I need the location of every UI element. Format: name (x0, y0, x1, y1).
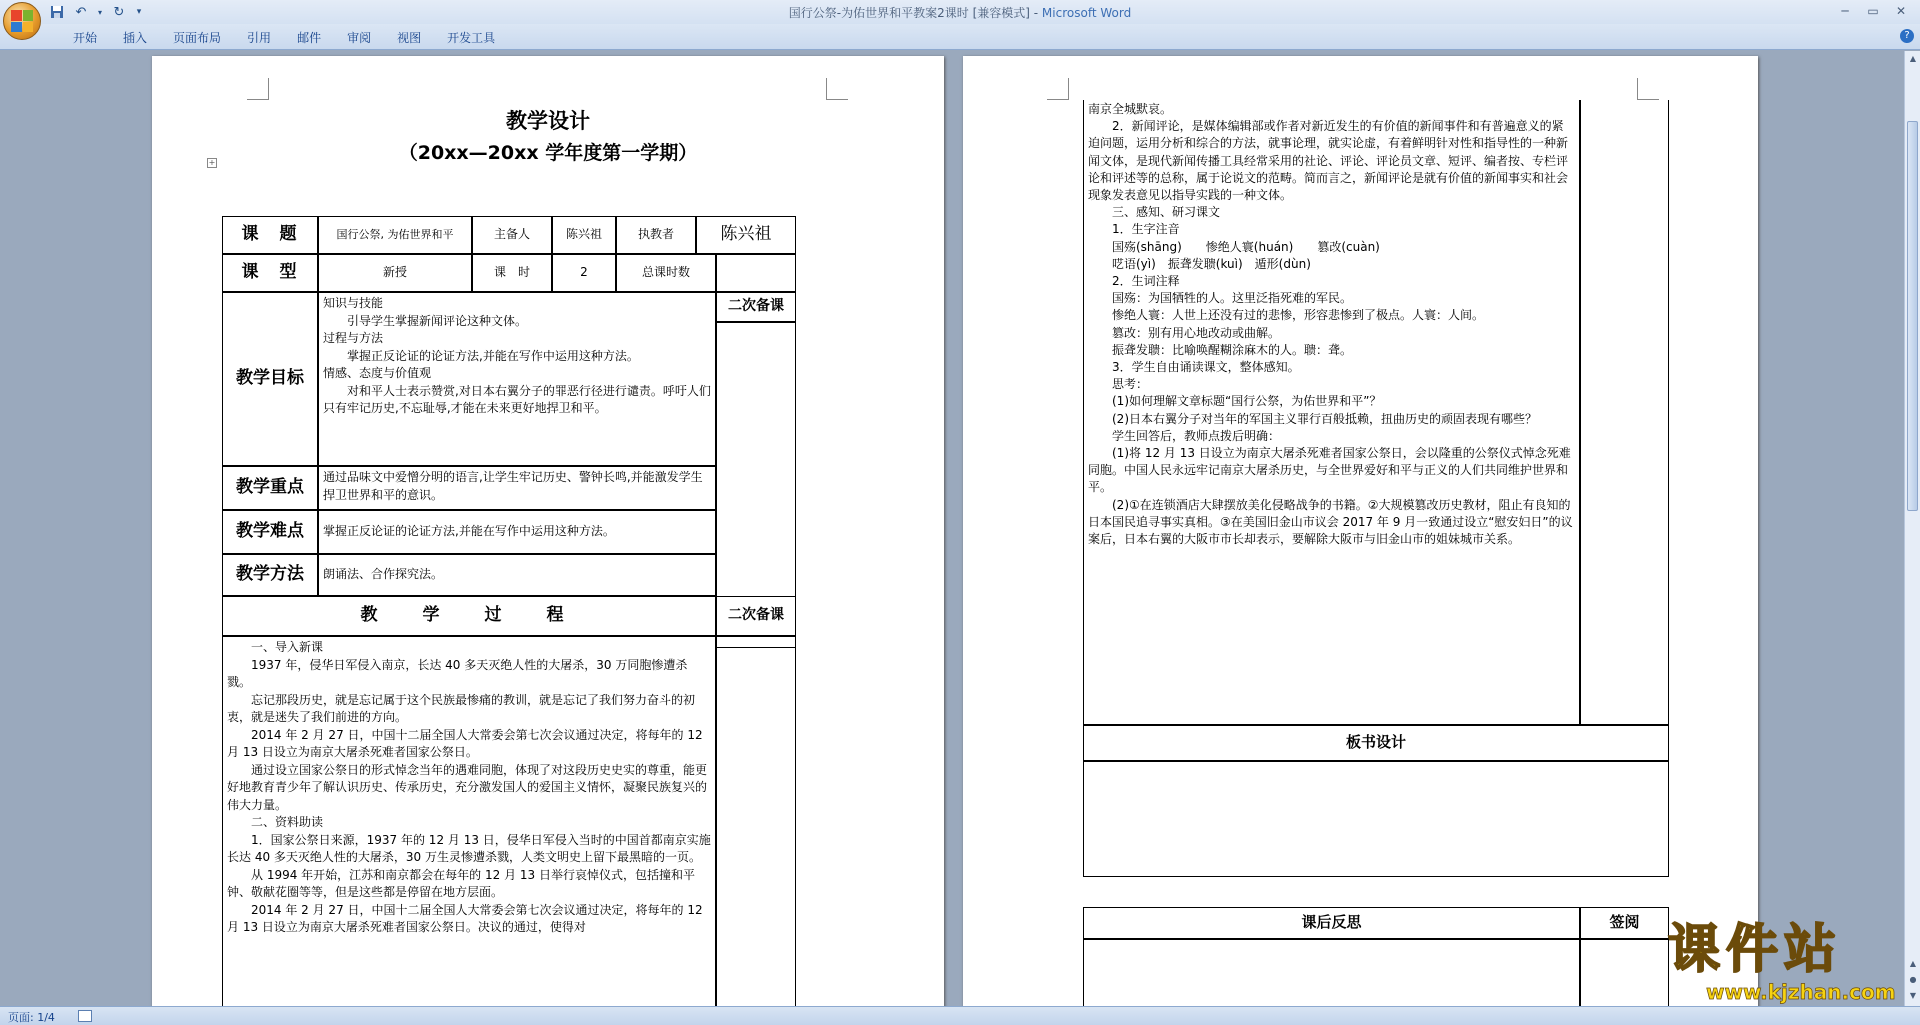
difficulty-content: 掌握正反论证的论证方法,并能在写作中运用这种方法。 (318, 510, 716, 554)
title-bar (0, 0, 1920, 24)
process-paragraph: 思考： (1112, 377, 1149, 392)
status-bar (0, 1006, 1920, 1025)
tab-insert[interactable]: 插入 (123, 31, 148, 45)
window-controls (1832, 2, 1914, 20)
process-paragraph: (2)①在连锁酒店大肆摆放美化侵略战争的书籍。②大规模篡改历史教材，阻止有良知的日本国民追寻事实真相。③在美国旧金山市议会 2017 年 9 月一致通过设立“慰安妇日”的议案后，日本右翼的大阪市市长却表示，要解除大阪市与旧金山市的姐妹城市关系。 (1088, 497, 1573, 547)
goal-line: 引导学生掌握新闻评论这种文体。 (347, 313, 528, 328)
scrollbar-thumb[interactable] (1907, 121, 1918, 511)
crop-mark (247, 78, 269, 100)
vertical-scrollbar[interactable] (1904, 51, 1920, 1006)
title-separator: - (1029, 6, 1042, 20)
teaching-process-title: 教 学 过 程 (222, 596, 716, 636)
tab-page-layout[interactable]: 页面布局 (173, 31, 222, 45)
course-topic-label: 课 题 (222, 216, 318, 254)
process-paragraph: 2014 年 2 月 27 日，中国十二届全国人大常委会第七次会议通过决定，将每年的 12 月 13 日设立为南京大屠杀死难者国家公祭日。决议的通过，使得对 (227, 902, 703, 934)
process-paragraph: 3．学生自由诵读课文，整体感知。 (1112, 360, 1300, 375)
sign-off-title: 签阅 (1580, 907, 1669, 939)
process-paragraph: (1)将 12 月 13 日设立为南京大屠杀死难者国家公祭日，会以隆重的公祭仪式悼念死难同胞。中国人民永远牢记南京大屠杀历史，与全世界爱好和平与正义的人们共同维护世界和平。 (1088, 446, 1571, 495)
site-watermark (1668, 920, 1908, 1006)
undo-icon[interactable]: ↶ (75, 4, 87, 20)
office-button[interactable] (3, 2, 41, 40)
page-title: 教学设计 (506, 109, 590, 134)
watermark-url: www.kjzhan.com (1706, 980, 1896, 1004)
board-design-title: 板书设计 (1083, 725, 1669, 761)
proofing-icon[interactable] (78, 1010, 92, 1022)
process-paragraph: 1．国家公祭日来源，1937 年的 12 月 13 日，侵华日军侵入当时的中国首都南京实施长达 40 多天灭绝人性的大屠杀，30 万生灵惨遭杀戮，人类文明史上留下最黑暗的一页。 (227, 832, 711, 864)
reflection-title: 课后反思 (1083, 907, 1580, 939)
process-paragraph: 学生回答后，教师点拨后明确： (1112, 428, 1281, 443)
help-icon[interactable]: ? (1900, 29, 1914, 43)
page-2[interactable] (963, 56, 1758, 1006)
process-paragraph: 1．生字注音 (1112, 222, 1180, 237)
process-paragraph: 国殇：为国牺牲的人。这里泛指死难的军民。 (1112, 291, 1353, 306)
crop-mark (826, 78, 848, 100)
key-points-content: 通过品味文中爱憎分明的语言,让学生牢记历史、警钟长鸣,并能激发学生捍卫世界和平的意识。 (318, 466, 716, 510)
second-prep-column-3[interactable] (1580, 100, 1669, 725)
process-paragraph: 一、导入新课 (251, 640, 324, 654)
maximize-icon[interactable]: ▭ (1867, 4, 1879, 18)
teaching-goals-content (318, 292, 716, 466)
close-icon[interactable]: ✕ (1895, 4, 1907, 18)
page-subtitle: （20xx—20xx 学年度第一学期） (398, 142, 698, 165)
difficulty-label: 教学难点 (222, 510, 318, 554)
process-paragraph: 南京全城默哀。 (1088, 102, 1173, 116)
total-periods-label: 总课时数 (616, 254, 716, 292)
scroll-up-icon[interactable]: ▲ (1909, 54, 1917, 63)
teacher-value: 陈兴祖 (696, 216, 796, 254)
customize-toolbar-icon[interactable]: ▾ (136, 7, 142, 17)
document-area[interactable] (0, 51, 1904, 1006)
periods-label: 课 时 (472, 254, 552, 292)
second-prep-header-2: 二次备课 (716, 596, 796, 636)
minimize-icon[interactable]: ─ (1841, 4, 1849, 18)
teacher-label: 执教者 (616, 216, 696, 254)
browse-object-icon[interactable]: ● (1909, 975, 1917, 984)
second-prep-column-2[interactable] (716, 636, 796, 1006)
method-label: 教学方法 (222, 554, 318, 596)
goal-line: 知识与技能 (323, 296, 384, 310)
teaching-process-content (222, 636, 716, 1006)
watermark-title: 课件站 (1668, 920, 1843, 980)
preparer-value: 陈兴祖 (552, 216, 616, 254)
page-1[interactable] (152, 56, 944, 1006)
continued-process-content (1083, 100, 1580, 725)
process-paragraph: 振聋发聩：比喻唤醒糊涂麻木的人。聩：聋。 (1112, 342, 1353, 357)
crop-mark (1637, 78, 1659, 100)
undo-dropdown-icon[interactable]: ▾ (97, 7, 102, 17)
total-periods-value (716, 254, 796, 292)
goal-line: 过程与方法 (323, 331, 384, 345)
key-points-label: 教学重点 (222, 466, 318, 510)
document-title: 国行公祭-为佑世界和平教案2课时 [兼容模式] (788, 6, 1030, 20)
process-paragraph: 惨绝人寰：人世上还没有过的悲惨，形容悲惨到了极点。人寰：人间。 (1112, 308, 1485, 323)
process-paragraph: 2．新闻评论，是媒体编辑部或作者对新近发生的有价值的新闻事件和有普遍意义的紧迫问题，运用分析和综合的方法，就事论理，就实论虚，有着鲜明针对性和指导性的一种新闻文体，是现代新闻传播工具经常采用的社论、评论、评论员文章、短评、编者按、专栏评论和评述等的总称，属于论说文的范畴。简而言之，新闻评论是就有价值的新闻事实和社会现象发表意见以指导实践的一种文体。 (1088, 119, 1569, 203)
teaching-goals-label: 教学目标 (222, 292, 318, 466)
crop-mark (1047, 78, 1069, 100)
periods-value: 2 (552, 254, 616, 292)
process-paragraph: 从 1994 年开始，江苏和南京都会在每年的 12 月 13 日举行哀悼仪式，包括撞和平钟、敬献花圈等等，但是这些都是停留在地方层面。 (227, 867, 695, 899)
redo-icon[interactable]: ↻ (113, 4, 125, 20)
tab-home[interactable]: 开始 (73, 31, 98, 45)
process-paragraph: 1937 年，侵华日军侵入南京，长达 40 多天灭绝人性的大屠杀，30 万同胞惨遭杀戮。 (227, 657, 688, 689)
process-paragraph: 篡改：别有用心地改动或曲解。 (1112, 325, 1281, 340)
ribbon (0, 24, 1920, 50)
window-title (0, 4, 1920, 21)
tab-developer[interactable]: 开发工具 (447, 31, 496, 45)
next-page-icon[interactable]: ▼ (1909, 991, 1917, 1000)
tab-mailings[interactable]: 邮件 (297, 31, 322, 45)
process-paragraph: 二、资料助读 (251, 815, 324, 829)
process-paragraph: 通过设立国家公祭日的形式悼念当年的遇难同胞，体现了对这段历史史实的尊重，能更好地教育青少年了解认识历史、传承历史，充分激发国人的爱国主义情怀，凝聚民族复兴的伟大力量。 (227, 762, 708, 812)
process-paragraph: (1)如何理解文章标题“国行公祭，为佑世界和平”？ (1112, 394, 1382, 409)
table-move-handle-icon[interactable]: + (208, 158, 216, 167)
reflection-content[interactable] (1083, 939, 1580, 1006)
course-topic-value: 国行公祭, 为佑世界和平 (318, 216, 472, 254)
process-paragraph: 忘记那段历史，就是忘记属于这个民族最惨痛的教训，就是忘记了我们努力奋斗的初衷，就是迷失了我们前进的方向。 (227, 692, 696, 724)
sign-off-content[interactable] (1580, 939, 1669, 1006)
method-content: 朗诵法、合作探究法。 (318, 554, 716, 596)
process-paragraph: (2)日本右翼分子对当年的军国主义罪行百般抵赖，扭曲历史的顽固表现有哪些？ (1112, 411, 1538, 426)
second-prep-header: 二次备课 (716, 292, 796, 322)
goal-line: 情感、态度与价值观 (323, 366, 432, 380)
process-paragraph: 呓语(yì) 振聋发聩(kuì) 遁形(dùn) (1112, 256, 1311, 271)
previous-page-icon[interactable]: ▲ (1909, 959, 1917, 968)
tab-references[interactable]: 引用 (247, 31, 272, 45)
goal-line: 对和平人士表示赞赏,对日本右翼分子的罪恶行径进行谴责。呼吁人们只有牢记历史,不忘耻辱,才能在未来更好地捍卫和平。 (323, 383, 711, 415)
lesson-type-label: 课 型 (222, 254, 318, 292)
process-paragraph: 三、感知、研习课文 (1112, 205, 1221, 220)
office-logo-icon (11, 10, 33, 32)
tab-view[interactable]: 视图 (397, 31, 422, 45)
process-paragraph: 2．生词注释 (1112, 274, 1180, 289)
preparer-label: 主备人 (472, 216, 552, 254)
lesson-type-value: 新授 (318, 254, 472, 292)
ribbon-tabs (60, 29, 508, 46)
page-count-status[interactable]: 页面: 1/4 (8, 1011, 55, 1024)
app-name: Microsoft Word (1041, 6, 1132, 20)
process-paragraph: 国殇(shāng) 惨绝人寰(huán) 篡改(cuàn) (1112, 239, 1380, 254)
goal-line: 掌握正反论证的论证方法,并能在写作中运用这种方法。 (347, 348, 639, 363)
tab-review[interactable]: 审阅 (347, 31, 372, 45)
board-design-content[interactable] (1083, 761, 1669, 877)
process-paragraph: 2014 年 2 月 27 日，中国十二届全国人大常委会第七次会议通过决定，将每年的 12 月 13 日设立为南京大屠杀死难者国家公祭日。 (227, 727, 703, 759)
